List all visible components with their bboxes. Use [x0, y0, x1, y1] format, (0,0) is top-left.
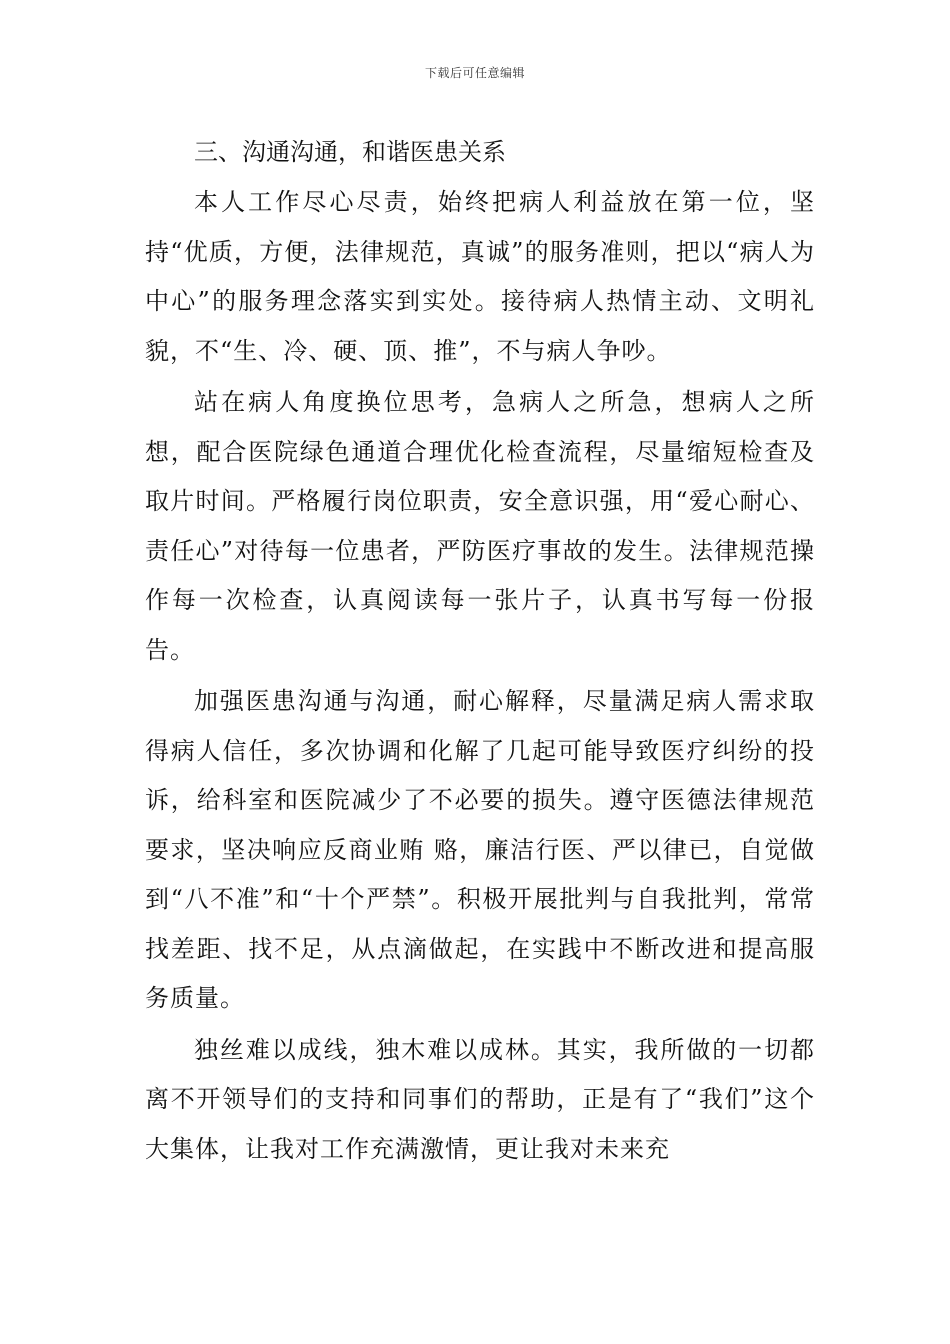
paragraph-1: 本人工作尽心尽责，始终把病人利益放在第一位，坚持“优质，方便，法律规范，真诚”的服务准则，把以“病人为中心”的服务理念落实到实处。接待病人热情主动、文明礼貌，不“生、冷、硬、顶、推”，不与病人争吵。	[145, 188, 815, 365]
paragraph-2: 站在病人角度换位思考，急病人之所急，想病人之所想，配合医院绿色通道合理优化检查流程，尽量缩短检查及取片时间。严格履行岗位职责，安全意识强，用“爱心耐心、责任心”对待每一位患者，严防医疗事故的发生。法律规范操作每一次检查，认真阅读每一张片子，认真书写每一份报告。	[145, 388, 815, 664]
section-title: 三、沟通沟通，和谐医患关系	[194, 138, 506, 166]
paragraph-4: 独丝难以成线，独木难以成林。其实，我所做的一切都离不开领导们的支持和同事们的帮助，正是有了“我们”这个大集体，让我对工作充满激情，更让我对未来充	[145, 1035, 815, 1163]
page-header-note: 下载后可任意编辑	[424, 66, 525, 80]
paragraph-3: 加强医患沟通与沟通，耐心解释，尽量满足病人需求取得病人信任，多次协调和化解了几起可能导致医疗纠纷的投诉，给科室和医院减少了不必要的损失。遵守医德法律规范要求，坚决响应反商业贿 赂，廉洁行医、严以律已，自觉做到“八不准”和“十个严禁”。积极开展批判与自我批判，常常找差距、找不足，从点滴做起，在实践中不断改进和提高服务质量。	[145, 687, 815, 1012]
document-body	[145, 128, 815, 1176]
